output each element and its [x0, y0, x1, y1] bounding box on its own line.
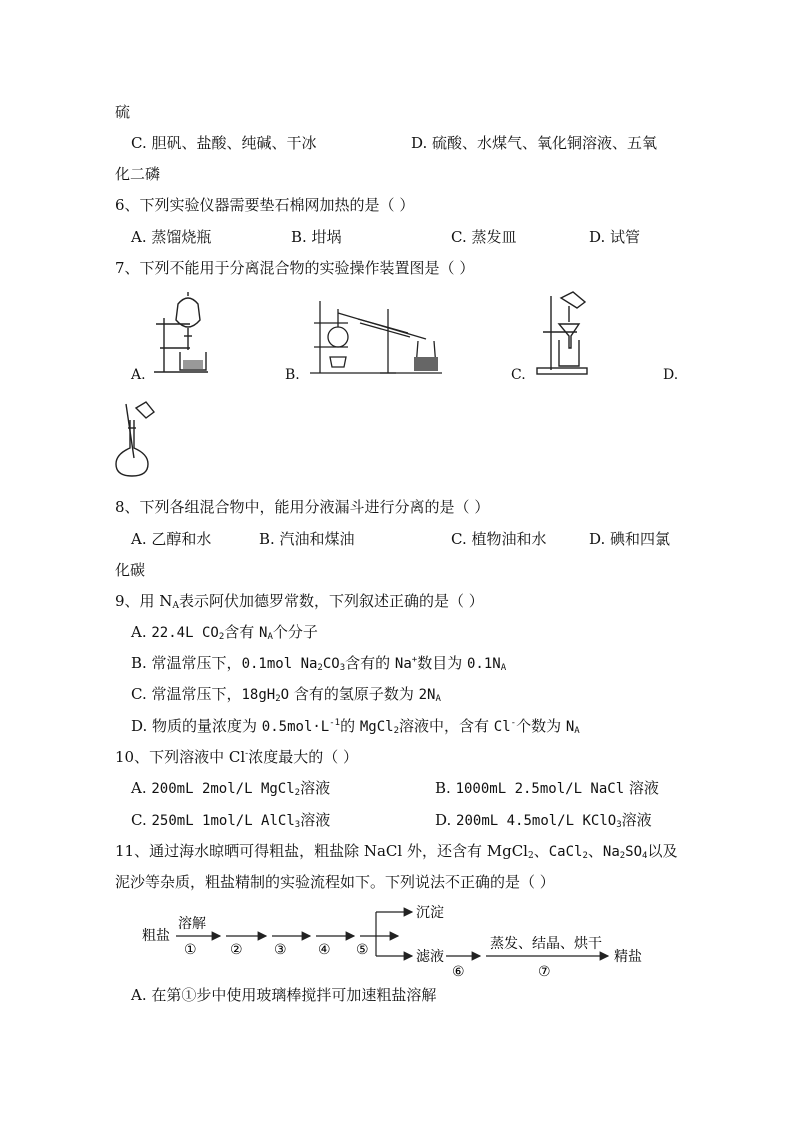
flow-step-5: ⑤	[356, 942, 369, 958]
q8-option-c: C. 植物油和水	[451, 530, 547, 548]
flow-step-7: ⑦	[538, 964, 551, 980]
q6-option-c: C. 蒸发皿	[451, 228, 517, 246]
flow-step-1: ①	[184, 942, 197, 958]
q7-option-b: B.	[285, 367, 300, 383]
flow-dissolve: 溶解	[178, 916, 206, 932]
q10-option-a: A. 200mL 2mol/L MgCl$_2$溶液	[131, 779, 331, 798]
q8-option-a: A. 乙醇和水	[131, 530, 212, 548]
volumetric-flask-apparatus	[110, 398, 160, 480]
q10-option-c: C. 250mL 1mol/L AlCl$_3$溶液	[131, 811, 331, 830]
question-11: 11、通过海水晾晒可得粗盐，粗盐除 NaCl 外，还含有 MgCl$_2$、CaCl$_2$、$Na_2SO_4$以及	[115, 842, 678, 861]
flow-filtrate: 滤液	[416, 949, 444, 965]
salt-refining-flowchart	[140, 900, 660, 980]
q8-option-d-cont: 化碳	[115, 561, 146, 579]
q10-option-b: B. 1000mL 2.5mol/L NaCl 溶液	[435, 779, 659, 797]
question-7: 7、下列不能用于分离混合物的实验操作装置图是（ ）	[115, 259, 475, 277]
question-6: 6、下列实验仪器需要垫石棉网加热的是（ ）	[115, 196, 415, 214]
q9-option-b: B. 常温常压下，0.1mol $Na_2CO_3$含有的 Na+数目为 $0.1N_A$	[131, 654, 507, 673]
flow-step-6: ⑥	[452, 964, 465, 980]
q6-option-d: D. 试管	[589, 228, 641, 246]
flow-step-2: ②	[230, 942, 243, 958]
flow-evaporate: 蒸发、结晶、烘干	[490, 936, 602, 952]
question-8: 8、下列各组混合物中，能用分液漏斗进行分离的是（ ）	[115, 498, 490, 516]
flow-step-3: ③	[274, 942, 287, 958]
distillation-apparatus	[308, 295, 448, 377]
text-line: 硫	[115, 103, 131, 121]
q9-option-d: D. 物质的量浓度为 $0.5mol\cdot L^{-1}$的 MgCl$_2$溶液中，含有 Cl-个数为 $N_A$	[131, 717, 580, 736]
q7-option-a: A.	[131, 367, 146, 383]
question-9: 9、用 $N_A$表示阿伏加德罗常数，下列叙述正确的是（ ）	[115, 592, 484, 611]
flow-precipitate: 沉淀	[416, 905, 444, 921]
q8-option-b: B. 汽油和煤油	[259, 530, 355, 548]
question-11-cont: 泥沙等杂质，粗盐精制的实验流程如下。下列说法不正确的是（ ）	[115, 873, 555, 891]
q11-option-a: A. 在第①步中使用玻璃棒搅拌可加速粗盐溶解	[131, 986, 437, 1004]
q9-option-a: A. 22.4L $CO_2$含有 $N_A$个分子	[131, 623, 318, 642]
q5-option-d: D. 硫酸、水煤气、氧化铜溶液、五氧	[411, 134, 658, 152]
q5-option-d-cont: 化二磷	[115, 165, 161, 183]
q7-option-c: C.	[511, 367, 526, 383]
q6-option-a: A. 蒸馏烧瓶	[131, 228, 212, 246]
q10-option-d: D. 200mL 4.5mol/L KClO$_3$溶液	[435, 811, 652, 830]
question-10: 10、下列溶液中 Cl-浓度最大的（ ）	[115, 748, 358, 766]
flow-final: 精盐	[614, 949, 642, 965]
q7-option-d: D.	[663, 367, 679, 383]
flow-step-4: ④	[318, 942, 331, 958]
q6-option-b: B. 坩埚	[291, 228, 342, 246]
separatory-funnel-apparatus	[150, 290, 220, 378]
flow-start: 粗盐	[142, 928, 170, 944]
q8-option-d: D. 碘和四氯	[589, 530, 671, 548]
q9-option-c: C. 常温常压下，$18gH_2O$ 含有的氢原子数为 $2N_A$	[131, 685, 441, 704]
q5-option-c: C. 胆矾、盐酸、纯碱、干冰	[131, 134, 317, 152]
filtration-apparatus	[533, 288, 593, 378]
